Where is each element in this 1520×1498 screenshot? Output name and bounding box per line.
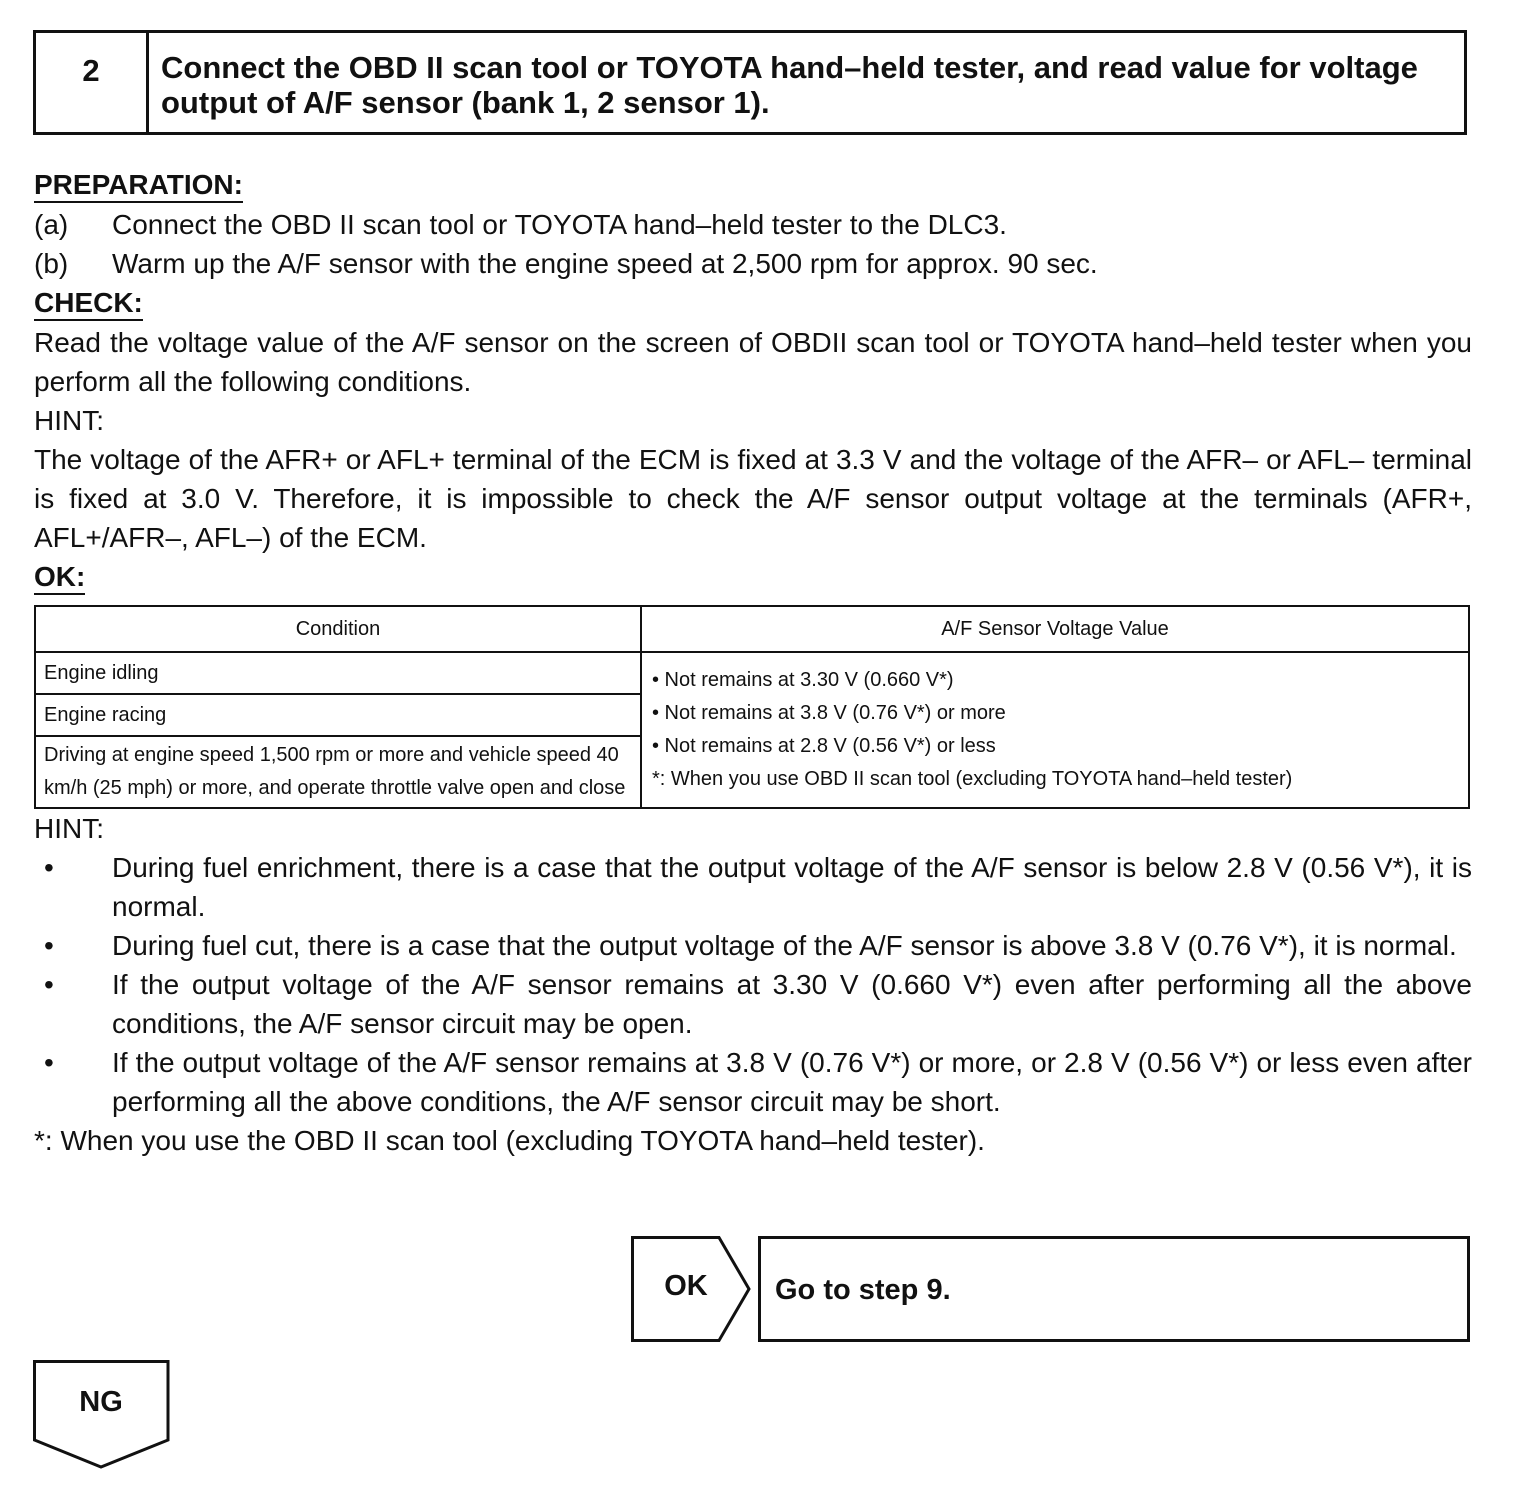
hint-item-text: During fuel cut, there is a case that the output voltage of the A/F sensor is above 3.8 V (0.76 V*), it is normal. bbox=[112, 930, 1457, 961]
hint-list bbox=[34, 848, 1472, 1121]
value-footnote: *: When you use OBD II scan tool (excluding TOYOTA hand–held tester) bbox=[652, 768, 1293, 790]
ng-result-badge bbox=[33, 1360, 171, 1470]
ok-result-badge bbox=[631, 1236, 751, 1342]
step-header bbox=[33, 30, 1467, 135]
hint-item-text: If the output voltage of the A/F sensor remains at 3.30 V (0.660 V*) even after performing all the above conditions, the A/F sensor circuit may be open. bbox=[112, 969, 1472, 1039]
ok-heading: OK: bbox=[34, 560, 85, 595]
hint-item-text: During fuel enrichment, there is a case that the output voltage of the A/F sensor is below 2.8 V (0.56 V*), it is normal. bbox=[112, 852, 1472, 922]
bullet: • bbox=[44, 930, 54, 961]
bullet: • bbox=[44, 852, 54, 883]
column-header: Condition bbox=[35, 606, 641, 652]
hint-text: The voltage of the AFR+ or AFL+ terminal of the ECM is fixed at 3.3 V and the voltage of the AFR– or AFL– terminal is fixed at 3.0 V. Therefore, it is impossible to check the A/F sensor output voltage at the terminals (AFR+, AFL+/AFR–, AFL–) of the ECM. bbox=[34, 444, 1472, 553]
condition-cell: Engine idling bbox=[35, 652, 641, 694]
hint-label: HINT: bbox=[34, 405, 104, 436]
procedure-body bbox=[34, 165, 1472, 1160]
footnote: *: When you use the OBD II scan tool (excluding TOYOTA hand–held tester). bbox=[34, 1125, 985, 1156]
item-label: (b) bbox=[34, 248, 69, 279]
value-line: • Not remains at 3.30 V (0.660 V*) bbox=[652, 669, 954, 691]
list-item bbox=[34, 965, 1472, 1043]
condition-cell: Driving at engine speed 1,500 rpm or more and vehicle speed 40 km/h (25 mph) or more, and operate throttle valve open and close bbox=[35, 736, 641, 808]
ok-action-box: Go to step 9. bbox=[758, 1236, 1470, 1342]
item-label: (a) bbox=[34, 209, 69, 240]
value-line: • Not remains at 3.8 V (0.76 V*) or more bbox=[652, 702, 1006, 724]
column-header: A/F Sensor Voltage Value bbox=[641, 606, 1469, 652]
hint-label: HINT: bbox=[34, 813, 104, 844]
list-item bbox=[34, 848, 1472, 926]
preparation-heading: PREPARATION: bbox=[34, 168, 243, 203]
condition-cell: Engine racing bbox=[35, 694, 641, 736]
check-heading: CHECK: bbox=[34, 286, 143, 321]
check-text: Read the voltage value of the A/F sensor on the screen of OBDII scan tool or TOYOTA hand–held tester when you perform all the following conditions. bbox=[34, 327, 1472, 397]
table-header-row bbox=[35, 606, 1469, 652]
item-text: Warm up the A/F sensor with the engine speed at 2,500 rpm for approx. 90 sec. bbox=[112, 248, 1098, 279]
bullet: • bbox=[44, 1047, 54, 1078]
table-row bbox=[35, 652, 1469, 694]
hint-item-text: If the output voltage of the A/F sensor remains at 3.8 V (0.76 V*) or more, or 2.8 V (0.56 V*) or less even after performing all the above conditions, the A/F sensor circuit may be short. bbox=[112, 1047, 1472, 1117]
bullet: • bbox=[44, 969, 54, 1000]
list-item bbox=[34, 1043, 1472, 1121]
item-text: Connect the OBD II scan tool or TOYOTA hand–held tester to the DLC3. bbox=[112, 209, 1007, 240]
preparation-item bbox=[34, 205, 1472, 244]
step-title: Connect the OBD II scan tool or TOYOTA hand–held tester, and read value for voltage output of A/F sensor (bank 1, 2 sensor 1). bbox=[161, 50, 1418, 120]
preparation-item bbox=[34, 244, 1472, 283]
voltage-value-cell bbox=[641, 652, 1469, 808]
list-item bbox=[34, 926, 1472, 965]
ok-conditions-table bbox=[34, 605, 1470, 809]
ok-label: OK bbox=[664, 1270, 708, 1302]
ng-label: NG bbox=[79, 1386, 123, 1418]
step-number: 2 bbox=[36, 33, 149, 132]
value-line: • Not remains at 2.8 V (0.56 V*) or less bbox=[652, 735, 996, 757]
